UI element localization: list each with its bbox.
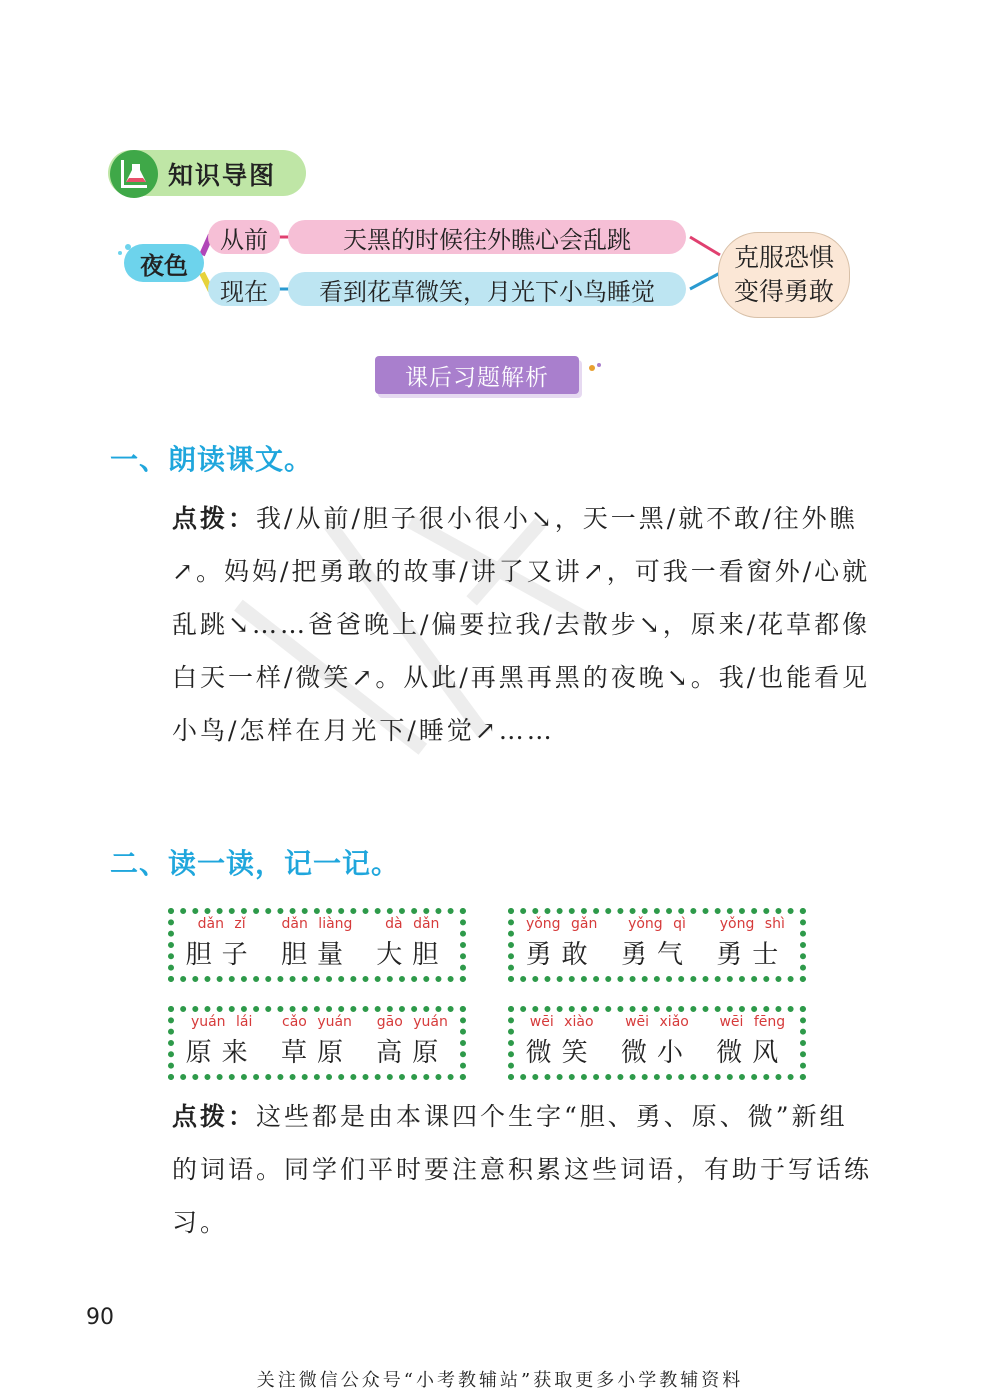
mindmap-now-label: 现在 (208, 272, 280, 306)
q2-title: 二、读一读，记一记。 (110, 847, 401, 880)
word-item: yuán lái 原来 (185, 1014, 258, 1068)
word-box-1 (168, 908, 466, 982)
q2-hint-label: 点拨： (172, 1102, 257, 1131)
word-box-3 (168, 1006, 466, 1080)
sparkle-icon (584, 360, 604, 380)
mindmap-past-text: 天黑的时候往外瞧心会乱跳 (288, 220, 686, 254)
word-item: dǎn liàng 胆量 (280, 916, 353, 970)
word-item: wēi fēng 微风 (716, 1014, 789, 1068)
word-item: wēi xiào 微笑 (525, 1014, 598, 1068)
mindmap-center: 夜色 (124, 244, 204, 282)
word-item: dà dǎn 大胆 (376, 916, 449, 970)
word-box-2 (508, 908, 806, 982)
page-number: 90 (86, 1305, 114, 1330)
mindmap-now-text: 看到花草微笑，月光下小鸟睡觉 (288, 272, 686, 306)
word-item: cǎo yuán 草原 (280, 1014, 353, 1068)
word-item: gāo yuán 高原 (376, 1014, 449, 1068)
mindmap-past-label: 从前 (208, 220, 280, 254)
exercise-banner: 课后习题解析 (375, 356, 579, 394)
word-item: wēi xiǎo 微小 (620, 1014, 693, 1068)
mindmap-result (718, 232, 850, 318)
word-item: yǒng qì 勇气 (620, 916, 693, 970)
footer-note: 关注微信公众号“小考教辅站”获取更多小学教辅资料 (256, 1370, 744, 1391)
word-item: yǒng gǎn 勇敢 (525, 916, 598, 970)
mindmap-result-line1: 克服恐惧 (733, 243, 834, 272)
q1-title: 一、朗读课文。 (110, 443, 314, 476)
q2-hint-text: 这些都是由本课四个生字“胆、勇、原、微”新组的词语。同学们平时要注意积累这些词语，有助于写话练习。 (172, 1102, 873, 1237)
word-box-4 (508, 1006, 806, 1080)
q1-hint-text: 我/从前/胆子很小很小↘，天一黑/就不敢/往外瞧↗。妈妈/把勇敢的故事/讲了又讲↗，可我一看窗外/心就乱跳↘……爸爸晚上/偏要拉我/去散步↘，原来/花草都像白天一样/微笑↗。从此/再黑再黑的夜晚↘。我/也能看见小鸟/怎样在月光下/睡觉↗…… (172, 504, 871, 745)
word-item: yǒng shì 勇士 (716, 916, 789, 970)
mindmap-result-line2: 变得勇敢 (733, 277, 834, 306)
q1-hint-label: 点拨： (172, 504, 257, 533)
q2-hint (172, 1090, 872, 1249)
flask-icon (110, 150, 158, 198)
q1-hint (172, 492, 872, 757)
knowledge-map-title: 知识导图 (168, 161, 277, 190)
word-item: dǎn zǐ 胆子 (185, 916, 258, 970)
